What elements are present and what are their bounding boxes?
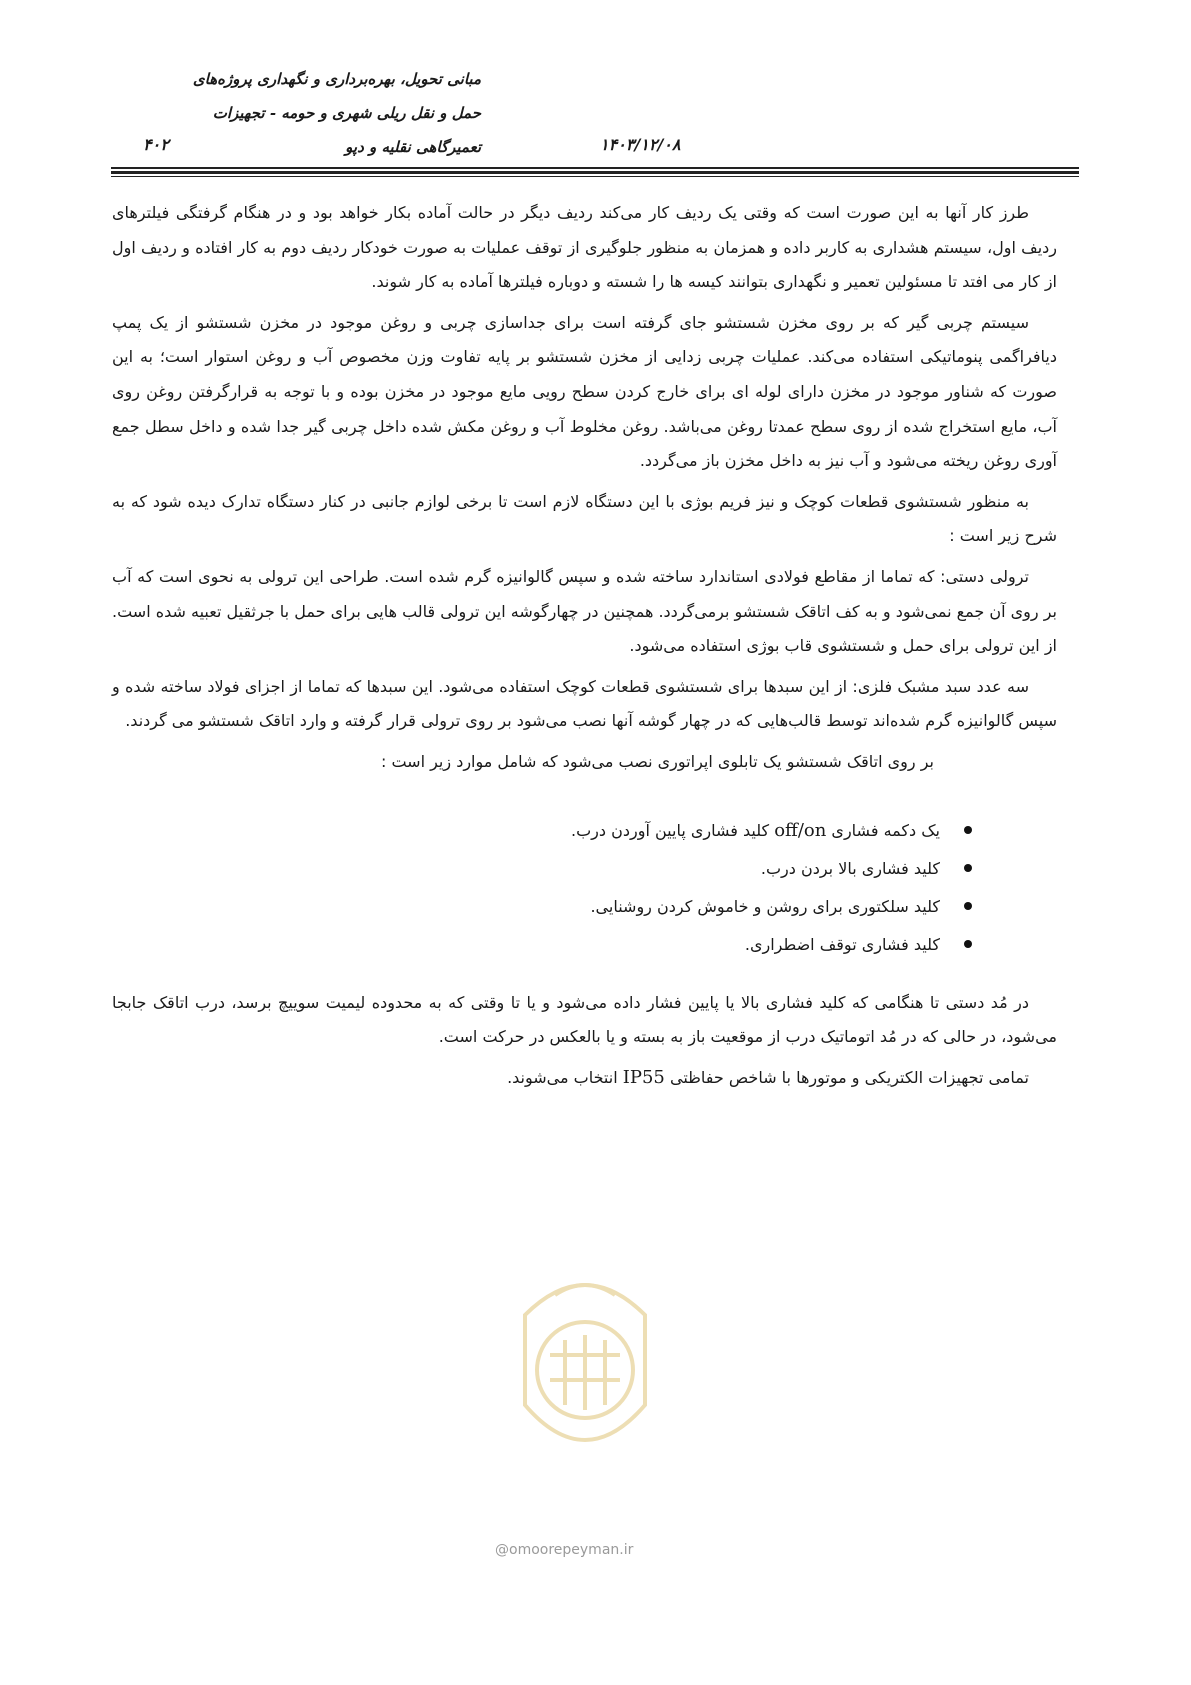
paragraph: سه عدد سبد مشبک فلزی: از این سبدها برای شستشوی قطعات کوچک استفاده می‌شود. این سبدها که تماما از اجزای فولاد ساخته شده و سپس گالوانیزه گرم شده‌اند توسط قالب‌هایی که در چهار گوشه آنها نصب می‌شود بر روی ترولی قرار گرفته و وارد اتاقک شستشو می گردند. <box>112 676 1057 731</box>
paragraph: در مُد دستی تا هنگامی که کلید فشاری بالا یا پایین فشار داده می‌شود و یا تا وقتی که به محدوده لیمیت سوییچ برسد، درب اتاقک جابجا می‌شود، در حالی که در مُد اتوماتیک درب از موقعیت باز به بسته و یا بالعکس در حرکت است. <box>112 992 1057 1047</box>
list-item <box>112 850 972 888</box>
list-item-text: کلید سلکتوری برای روشن و خاموش کردن روشنایی. <box>590 896 940 916</box>
paragraph: سیستم چربی گیر که بر روی مخزن شستشو جای گرفته است برای جداسازی چربی و روغن موجود در مخزن شستشو از یک پمپ دیافراگمی پنوماتیکی استفاده می‌کند. عملیات چربی زدایی از مخزن شستشو بر پایه تفاوت وزن مخصوص آب و روغن استوار است؛ به این صورت که شناور موجود در مخزن دارای لوله ای برای خارج کردن سطح رویی مایع موجود در مخزن بوده و با توجه به قرارگرفتن روغن روی آب، مایع استخراج شده از روی سطح عمدتا روغن می‌باشد. روغن مخلوط آب و روغن مکش شده داخل چربی گیر جدا شده و داخل سطل جمع آوری روغن ریخته می‌شود و آب نیز به داخل مخزن باز می‌گردد. <box>112 312 1057 471</box>
bullet-icon <box>964 864 972 872</box>
watermark-seal-icon <box>495 1255 675 1485</box>
header-title-line-3: تعمیرگاهی نقلیه و دپو <box>345 138 481 156</box>
paragraph: ترولی دستی: که تماما از مقاطع فولادی استاندارد ساخته شده و سپس گالوانیزه گرم شده است. طراحی این ترولی به نحوی است که آب بر روی آن جمع نمی‌شود و به کف اتاقک شستشو برمی‌گردد. همچنین در چهارگوشه این ترولی قالب هایی برای حمل با جرثقیل تعبیه شده است. از این ترولی برای حمل و شستشوی قاب بوژی استفاده می‌شود. <box>112 566 1057 656</box>
list-item-text: کلید فشاری پایین آوردن درب. <box>571 820 770 840</box>
header-rule <box>111 167 1079 169</box>
bullet-list <box>112 812 1057 964</box>
paragraph <box>112 1061 1057 1096</box>
list-item <box>112 926 972 964</box>
bullet-icon <box>964 826 972 834</box>
header-rule-thick <box>111 171 1079 174</box>
paragraph: بر روی اتاقک شستشو یک تابلوی اپراتوری نصب می‌شود که شامل موارد زیر است : <box>380 751 934 771</box>
page-number: ۴۰۲ <box>143 135 169 154</box>
bullet-icon <box>964 902 972 910</box>
paragraph: به منظور شستشوی قطعات کوچک و نیز فریم بوژی با این دستگاه لازم است تا برخی لوازم جانبی در کنار دستگاه تدارک دیده شود که به شرح زیر است : <box>112 491 1057 546</box>
header-rule-thin <box>111 176 1079 177</box>
list-item-text: کلید فشاری بالا بردن درب. <box>760 858 940 878</box>
header-title-line-1: مبانی تحویل، بهره‌برداری و نگهداری پروژه‌های <box>192 70 481 88</box>
paragraph: طرز کار آنها به این صورت است که وقتی یک ردیف کار می‌کند ردیف دیگر در حالت آماده بکار خواهد بود و در هنگام گرفتگی فیلترهای ردیف اول، سیستم هشداری به کاربر داده و همزمان به منظور جلوگیری از توقف عملیات به صورت خودکار ردیف دوم به کار افتاده و ردیف اول از کار می افتد تا مسئولین تعمیر و نگهداری بتوانند کیسه ها را شسته و دوباره فیلترها آماده به کار شوند. <box>112 203 1057 292</box>
header-date: ۱۴۰۳/۱۲/۰۸ <box>600 135 681 154</box>
ip-rating: IP55 <box>622 1066 665 1088</box>
header-title-line-2: حمل و نقل ریلی شهری و حومه - تجهیزات <box>212 104 481 122</box>
list-item <box>112 888 972 926</box>
paragraph-text: انتخاب می‌شوند. <box>507 1067 618 1087</box>
bullet-icon <box>964 940 972 948</box>
list-item-latin: off/on <box>774 819 827 841</box>
paragraph-text: تمامی تجهیزات الکتریکی و موتورها با شاخص حفاظتی <box>664 1067 1029 1087</box>
list-item-text: کلید فشاری توقف اضطراری. <box>744 934 940 954</box>
list-item <box>112 812 972 850</box>
watermark-site: @omoorepeyman.ir <box>495 1542 634 1558</box>
list-item-text: یک دکمه فشاری <box>826 820 940 840</box>
body-text <box>112 196 1057 1101</box>
